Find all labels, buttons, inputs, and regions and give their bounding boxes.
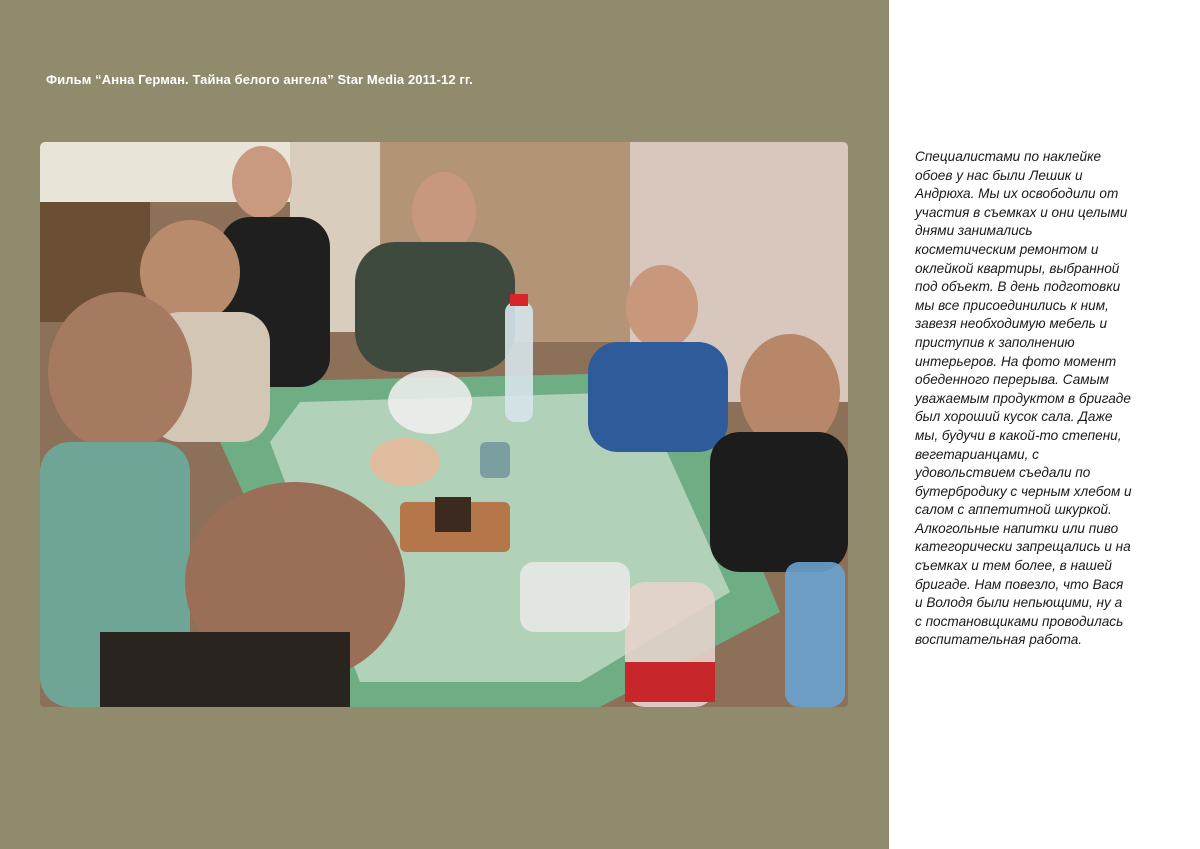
group-photo bbox=[40, 142, 848, 707]
page-title: Фильм “Анна Герман. Тайна белого ангела” Star Media 2011-12 гг. bbox=[46, 72, 473, 87]
photo-illustration bbox=[40, 142, 848, 707]
description-text: Специалистами по наклейке обоев у нас были Лешик и Андрюха. Мы их освободили от участия в съемках и они целыми днями занимались косметическим ремонтом и оклейкой квартиры, выбранной под объект. В день подготовки мы все присоединились к ним, завезя необходимую мебель и приступив к заполнению интерьеров. На фото момент обеденного перерыва. Самым уважаемым продуктом в бригаде был хороший кусок сала. Даже мы, будучи в какой-то степени, вегетарианцами, с удовольствием съедали по бутербродику с черным хлебом и салом с аппетитной шкуркой. Алкогольные напитки или пиво категорически запрещались и на съемках и тем более, в нашей бригаде. Нам повезло, что Вася и Володя были непьющими, ну а с постановщиками проводилась воспитательная работа. bbox=[915, 149, 1132, 648]
